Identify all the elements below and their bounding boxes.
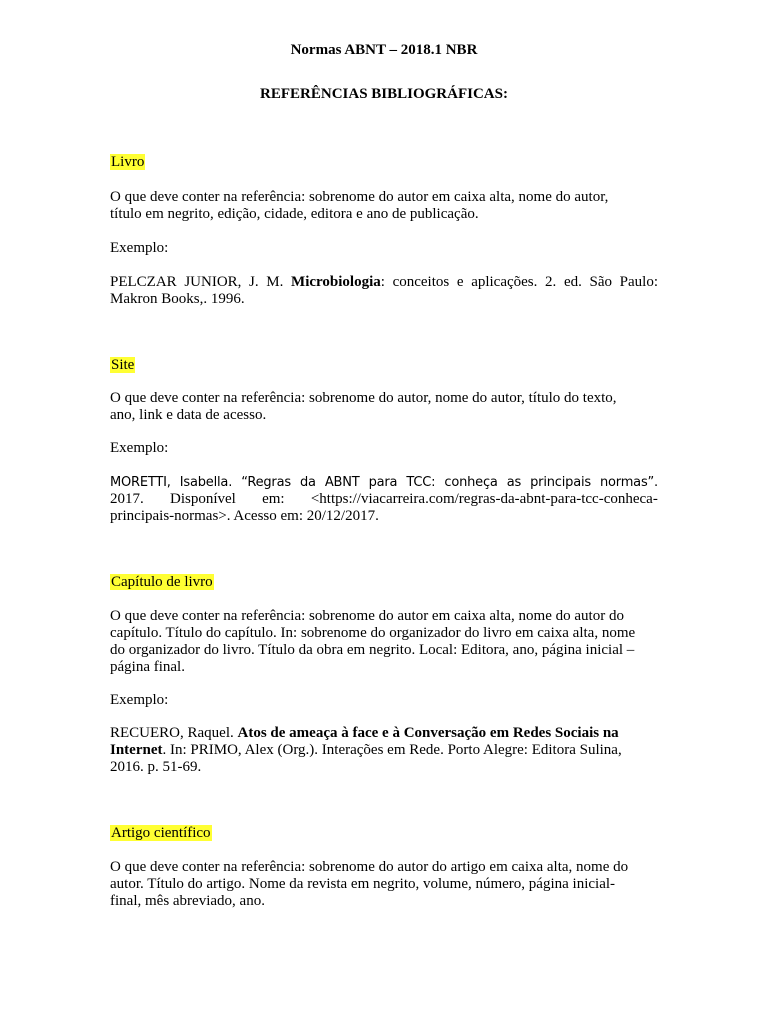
artigo-description-line: final, mês abreviado, ano.: [110, 893, 265, 909]
chapter-title-bold: Internet: [110, 742, 163, 758]
document-title: Normas ABNT – 2018.1 NBR: [290, 42, 478, 58]
section-heading-artigo: [110, 825, 212, 842]
livro-description-line: O que deve conter na referência: sobrenome do autor em caixa alta, nome do autor,: [110, 189, 609, 205]
livro-description-line: título em negrito, edição, cidade, editora e ano de publicação.: [110, 206, 479, 222]
site-example-label: Exemplo:: [110, 440, 169, 456]
highlighted-heading: Artigo científico: [111, 825, 211, 841]
book-title-bold: Microbiologia: [291, 274, 381, 290]
highlighted-heading: Site: [111, 357, 135, 373]
capitulo-example-label: Exemplo:: [110, 692, 169, 708]
highlighted-heading: Livro: [111, 154, 145, 170]
site-description-line: O que deve conter na referência: sobrenome do autor, nome do autor, título do texto,: [110, 390, 617, 406]
site-reference-line: principais-normas>. Acesso em: 20/12/2017.: [110, 508, 379, 524]
site-reference-line: 2017. Disponível em: <https://viacarreira.com/regras-da-abnt-para-tcc-conheca-: [110, 491, 658, 507]
chapter-title-bold: Atos de ameaça à face e à Conversação em Redes Sociais na: [237, 725, 619, 741]
capitulo-description-line: capítulo. Título do capítulo. In: sobrenome do organizador do livro em caixa alta, nome: [110, 625, 636, 641]
section-heading-capitulo: [110, 574, 214, 591]
capitulo-description-line: página final.: [110, 659, 185, 675]
capitulo-description-line: do organizador do livro. Título da obra em negrito. Local: Editora, ano, página inicial –: [110, 642, 635, 658]
capitulo-reference-line: 2016. p. 51-69.: [110, 759, 202, 775]
livro-example-label: Exemplo:: [110, 240, 169, 256]
site-reference-line: MORETTI, Isabella. “Regras da ABNT para TCC: conheça as principais normas”.: [110, 475, 658, 490]
livro-reference-line: Makron Books,. 1996.: [110, 291, 245, 307]
artigo-description-line: autor. Título do artigo. Nome da revista em negrito, volume, número, página inicial-: [110, 876, 616, 892]
site-description-line: ano, link e data de acesso.: [110, 407, 267, 423]
highlighted-heading: Capítulo de livro: [111, 574, 213, 590]
capitulo-reference-line: Internet. In: PRIMO, Alex (Org.). Interações em Rede. Porto Alegre: Editora Sulina,: [110, 742, 622, 758]
capitulo-description-line: O que deve conter na referência: sobrenome do autor em caixa alta, nome do autor do: [110, 608, 624, 624]
section-heading-site: [110, 357, 135, 374]
livro-reference-line: PELCZAR JUNIOR, J. M. Microbiologia: conceitos e aplicações. 2. ed. São Paulo:: [110, 274, 658, 290]
section-heading-livro: [110, 154, 145, 171]
capitulo-reference-line: RECUERO, Raquel. Atos de ameaça à face e à Conversação em Redes Sociais na: [110, 725, 619, 741]
document-subtitle: REFERÊNCIAS BIBLIOGRÁFICAS:: [260, 86, 508, 102]
artigo-description-line: O que deve conter na referência: sobrenome do autor do artigo em caixa alta, nome do: [110, 859, 629, 875]
